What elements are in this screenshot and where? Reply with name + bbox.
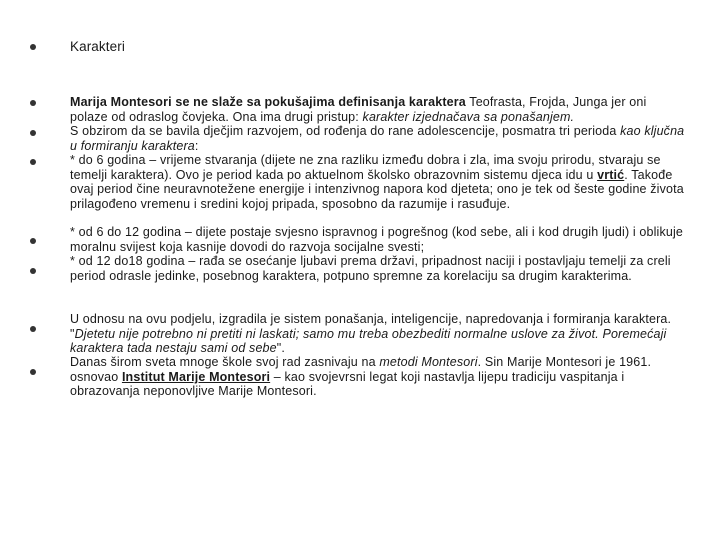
bullet-icon	[30, 159, 36, 165]
bullet-icon	[30, 44, 36, 50]
vrtic-link[interactable]: vrtić	[597, 167, 625, 182]
paragraph-text: – kao svojevrsni legat koji nastavlja lijepu tradiciju vaspitanja i obrazovanja neponovljive Marije Montesori.	[70, 369, 625, 399]
italic-text: metodi Montesori	[379, 355, 478, 369]
paragraph-text: U odnosu na ovu podjelu, izgradila je sistem ponašanja, inteligencije, napredovanja i formiranja karaktera. "	[70, 312, 672, 341]
paragraph-text: Danas širom sveta mnoge škole svoj rad zasnivaju na	[70, 355, 380, 369]
paragraph-period-6-12	[70, 225, 685, 254]
paragraph-text: * od 12 do18 godina – rađa se osećanje ljubavi prema državi, pripadnost naciji i postavljaju temelji za creli period odrasle jedinke, posebnog karaktera, potpuno spremne za korelaciju sa drugim karakterima.	[70, 254, 671, 283]
bullet-icon	[30, 268, 36, 274]
paragraph-text: Teofrasta, Frojda, Junga jer oni polaze od odraslog čovjeka. Ona ima drugi pristup:	[70, 95, 647, 124]
paragraph-text: :	[194, 138, 199, 153]
bullet-list	[70, 95, 685, 399]
paragraph-montesori-character	[70, 95, 685, 124]
paragraph-text: . Sin Marije Montesori je 1961. osnovao	[70, 355, 652, 384]
paragraph-three-periods	[70, 124, 685, 153]
bullet-icon	[30, 130, 36, 136]
paragraph-text: S obzirom da se bavila dječjim razvojem, od rođenja do rane adolescencije, posmatra tri perioda	[70, 124, 621, 138]
paragraph-text: * od 6 do 12 godina – dijete postaje svjesno ispravnog i pogrešnog (kod sebe, ali i kod drugih ljudi) i oblikuje moralnu svijest koja kasnije dovodi do razvoja socijalne svesti;	[70, 225, 684, 254]
italic-text: karakter izjednačava sa ponašanjem.	[362, 109, 575, 124]
paragraph-montesori-method	[70, 355, 685, 399]
italic-quote: Djetetu nije potrebno ni pretiti ni laskati; samo mu treba obezbediti normalne uslove za život. Poremećaji karaktera tada nestaju sami od sebe	[70, 326, 667, 356]
paragraph-period-0-6	[70, 153, 685, 225]
paragraph-behavior-system	[70, 312, 685, 355]
institut-montesori-link[interactable]: Institut Marije Montesori	[121, 369, 271, 384]
bullet-icon	[30, 326, 36, 332]
slide-title: Karakteri	[70, 39, 125, 54]
bold-text: Marija Montesori se ne slaže sa pokušajima definisanja karaktera	[70, 95, 466, 109]
bullet-icon	[30, 369, 36, 375]
bullet-icon	[30, 238, 36, 244]
italic-text: kao ključna u formiranju karaktera	[70, 124, 685, 153]
paragraph-text: * do 6 godina – vrijeme stvaranja (dijete ne zna razliku između dobra i zla, ima svoju prirodu, stvaraju se temelji karaktera). Ovo je period kada po aktuelnom školsko obrazovnim sistemu djeca idu u	[70, 153, 661, 182]
paragraph-period-12-18	[70, 254, 685, 312]
paragraph-text: ".	[276, 341, 285, 356]
paragraph-text: . Takođe ovaj period čine neuravnotežene energije i intenzivnog napora kod djeteta; ono je tek od šeste godine života prilagođeno vremenu i sredini kojoj pripada, sposobno da razumije i rasuđuje.	[70, 167, 684, 211]
bullet-icon	[30, 100, 36, 106]
